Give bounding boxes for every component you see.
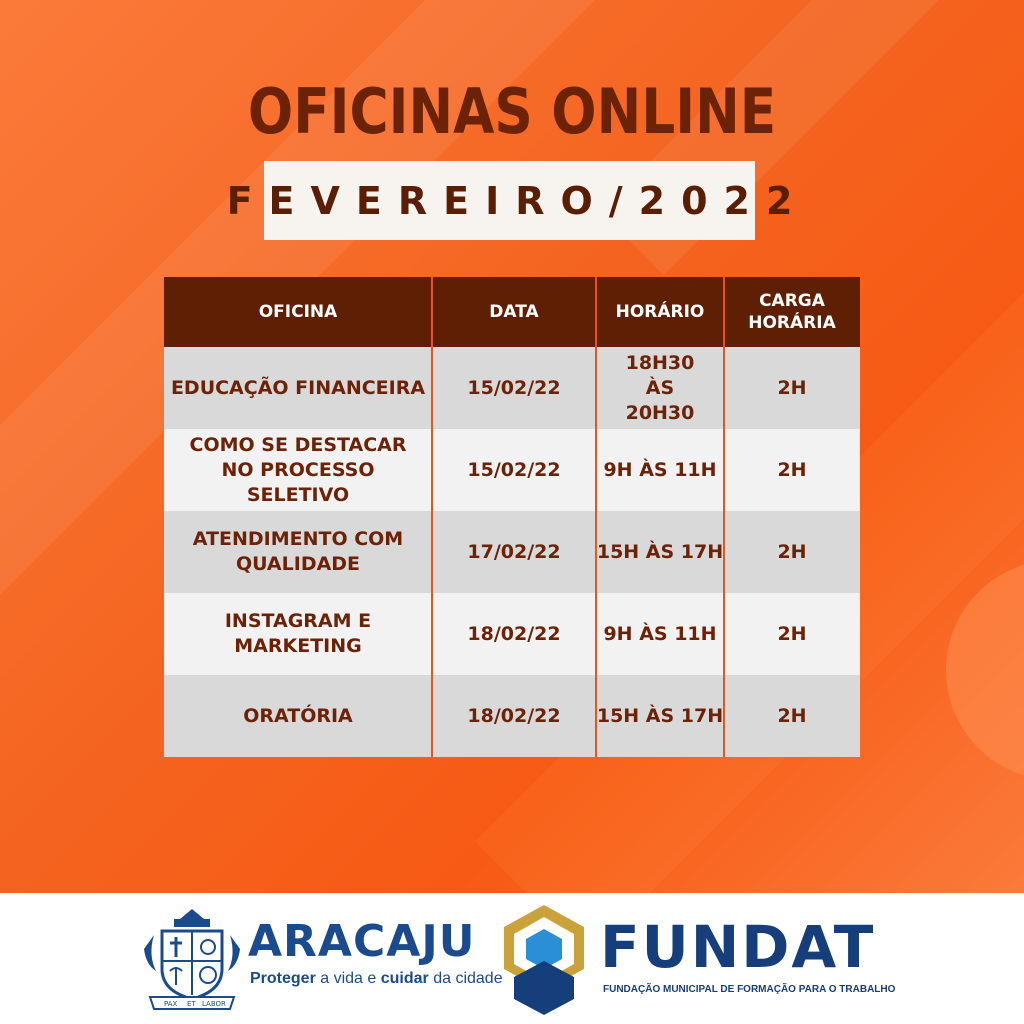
header-oficina: OFICINA xyxy=(258,302,338,322)
fundat-hexagon-icon xyxy=(500,903,588,1015)
crest-motto-mid: ET xyxy=(187,1000,196,1008)
month-banner xyxy=(226,161,809,240)
cell-carga: 2H xyxy=(777,540,807,563)
cell-data: 15/02/22 xyxy=(467,376,561,399)
cell-carga: 2H xyxy=(777,704,807,727)
cell-horario xyxy=(596,347,724,429)
schedule-table xyxy=(164,277,860,757)
crest-motto-left: PAX xyxy=(164,1000,178,1008)
aracaju-logo-text: ARACAJU xyxy=(248,916,476,967)
cell-oficina: ORATÓRIA xyxy=(243,704,353,727)
cell-oficina-text: COMO SE DESTACAR NO PROCESSO SELETIVO xyxy=(189,433,407,506)
fundat-logo-text: FUNDAT xyxy=(600,913,876,981)
cell-horario: 9H ÀS 11H xyxy=(603,622,717,645)
cell-oficina xyxy=(164,429,432,511)
header-horario: HORÁRIO xyxy=(615,302,705,322)
column-divider xyxy=(723,277,725,757)
table-row xyxy=(164,593,860,675)
cell-carga: 2H xyxy=(777,458,807,481)
cell-carga: 2H xyxy=(777,376,807,399)
aracaju-coat-of-arms-icon xyxy=(140,905,244,1015)
table-row xyxy=(164,675,860,757)
fundat-subtitle: FUNDAÇÃO MUNICIPAL DE FORMAÇÃO PARA O TRABALHO xyxy=(603,984,896,995)
cell-horario: 15H ÀS 17H xyxy=(596,704,724,727)
cell-data: 15/02/22 xyxy=(467,458,561,481)
table-row xyxy=(164,511,860,593)
table-row xyxy=(164,347,860,429)
decorative-circle xyxy=(946,560,1024,780)
aracaju-slogan xyxy=(250,969,503,989)
slogan-part: da cidade xyxy=(428,970,503,987)
cell-horario: 9H ÀS 11H xyxy=(603,458,717,481)
footer xyxy=(0,893,1024,1024)
cell-data: 17/02/22 xyxy=(467,540,561,563)
cell-data: 18/02/22 xyxy=(467,622,561,645)
cell-oficina-text: ATENDIMENTO COM QUALIDADE xyxy=(192,528,404,575)
header-data: DATA xyxy=(489,302,539,322)
header-carga-horaria-label: CARGA HORÁRIA xyxy=(748,291,836,333)
crest-motto-right: LABOR xyxy=(202,1000,226,1008)
cell-oficina xyxy=(164,511,432,593)
cell-horario-text: 18H30 ÀS 20H30 xyxy=(625,351,695,424)
page-title: OFICINAS ONLINE xyxy=(247,75,777,148)
table-row xyxy=(164,429,860,511)
column-divider xyxy=(431,277,433,757)
cell-horario: 15H ÀS 17H xyxy=(596,540,724,563)
cell-data: 18/02/22 xyxy=(467,704,561,727)
slogan-part: Proteger xyxy=(250,970,316,987)
slogan-part: cuidar xyxy=(380,970,429,987)
month-label: FEVEREIRO/2022 xyxy=(226,178,809,223)
slogan-part: a vida e xyxy=(315,970,381,987)
cell-carga: 2H xyxy=(777,622,807,645)
cell-oficina: INSTAGRAM E MARKETING xyxy=(224,610,372,657)
table-header xyxy=(164,277,860,347)
cell-oficina: EDUCAÇÃO FINANCEIRA xyxy=(170,376,426,399)
column-divider xyxy=(595,277,597,757)
header-carga-horaria xyxy=(724,277,860,347)
